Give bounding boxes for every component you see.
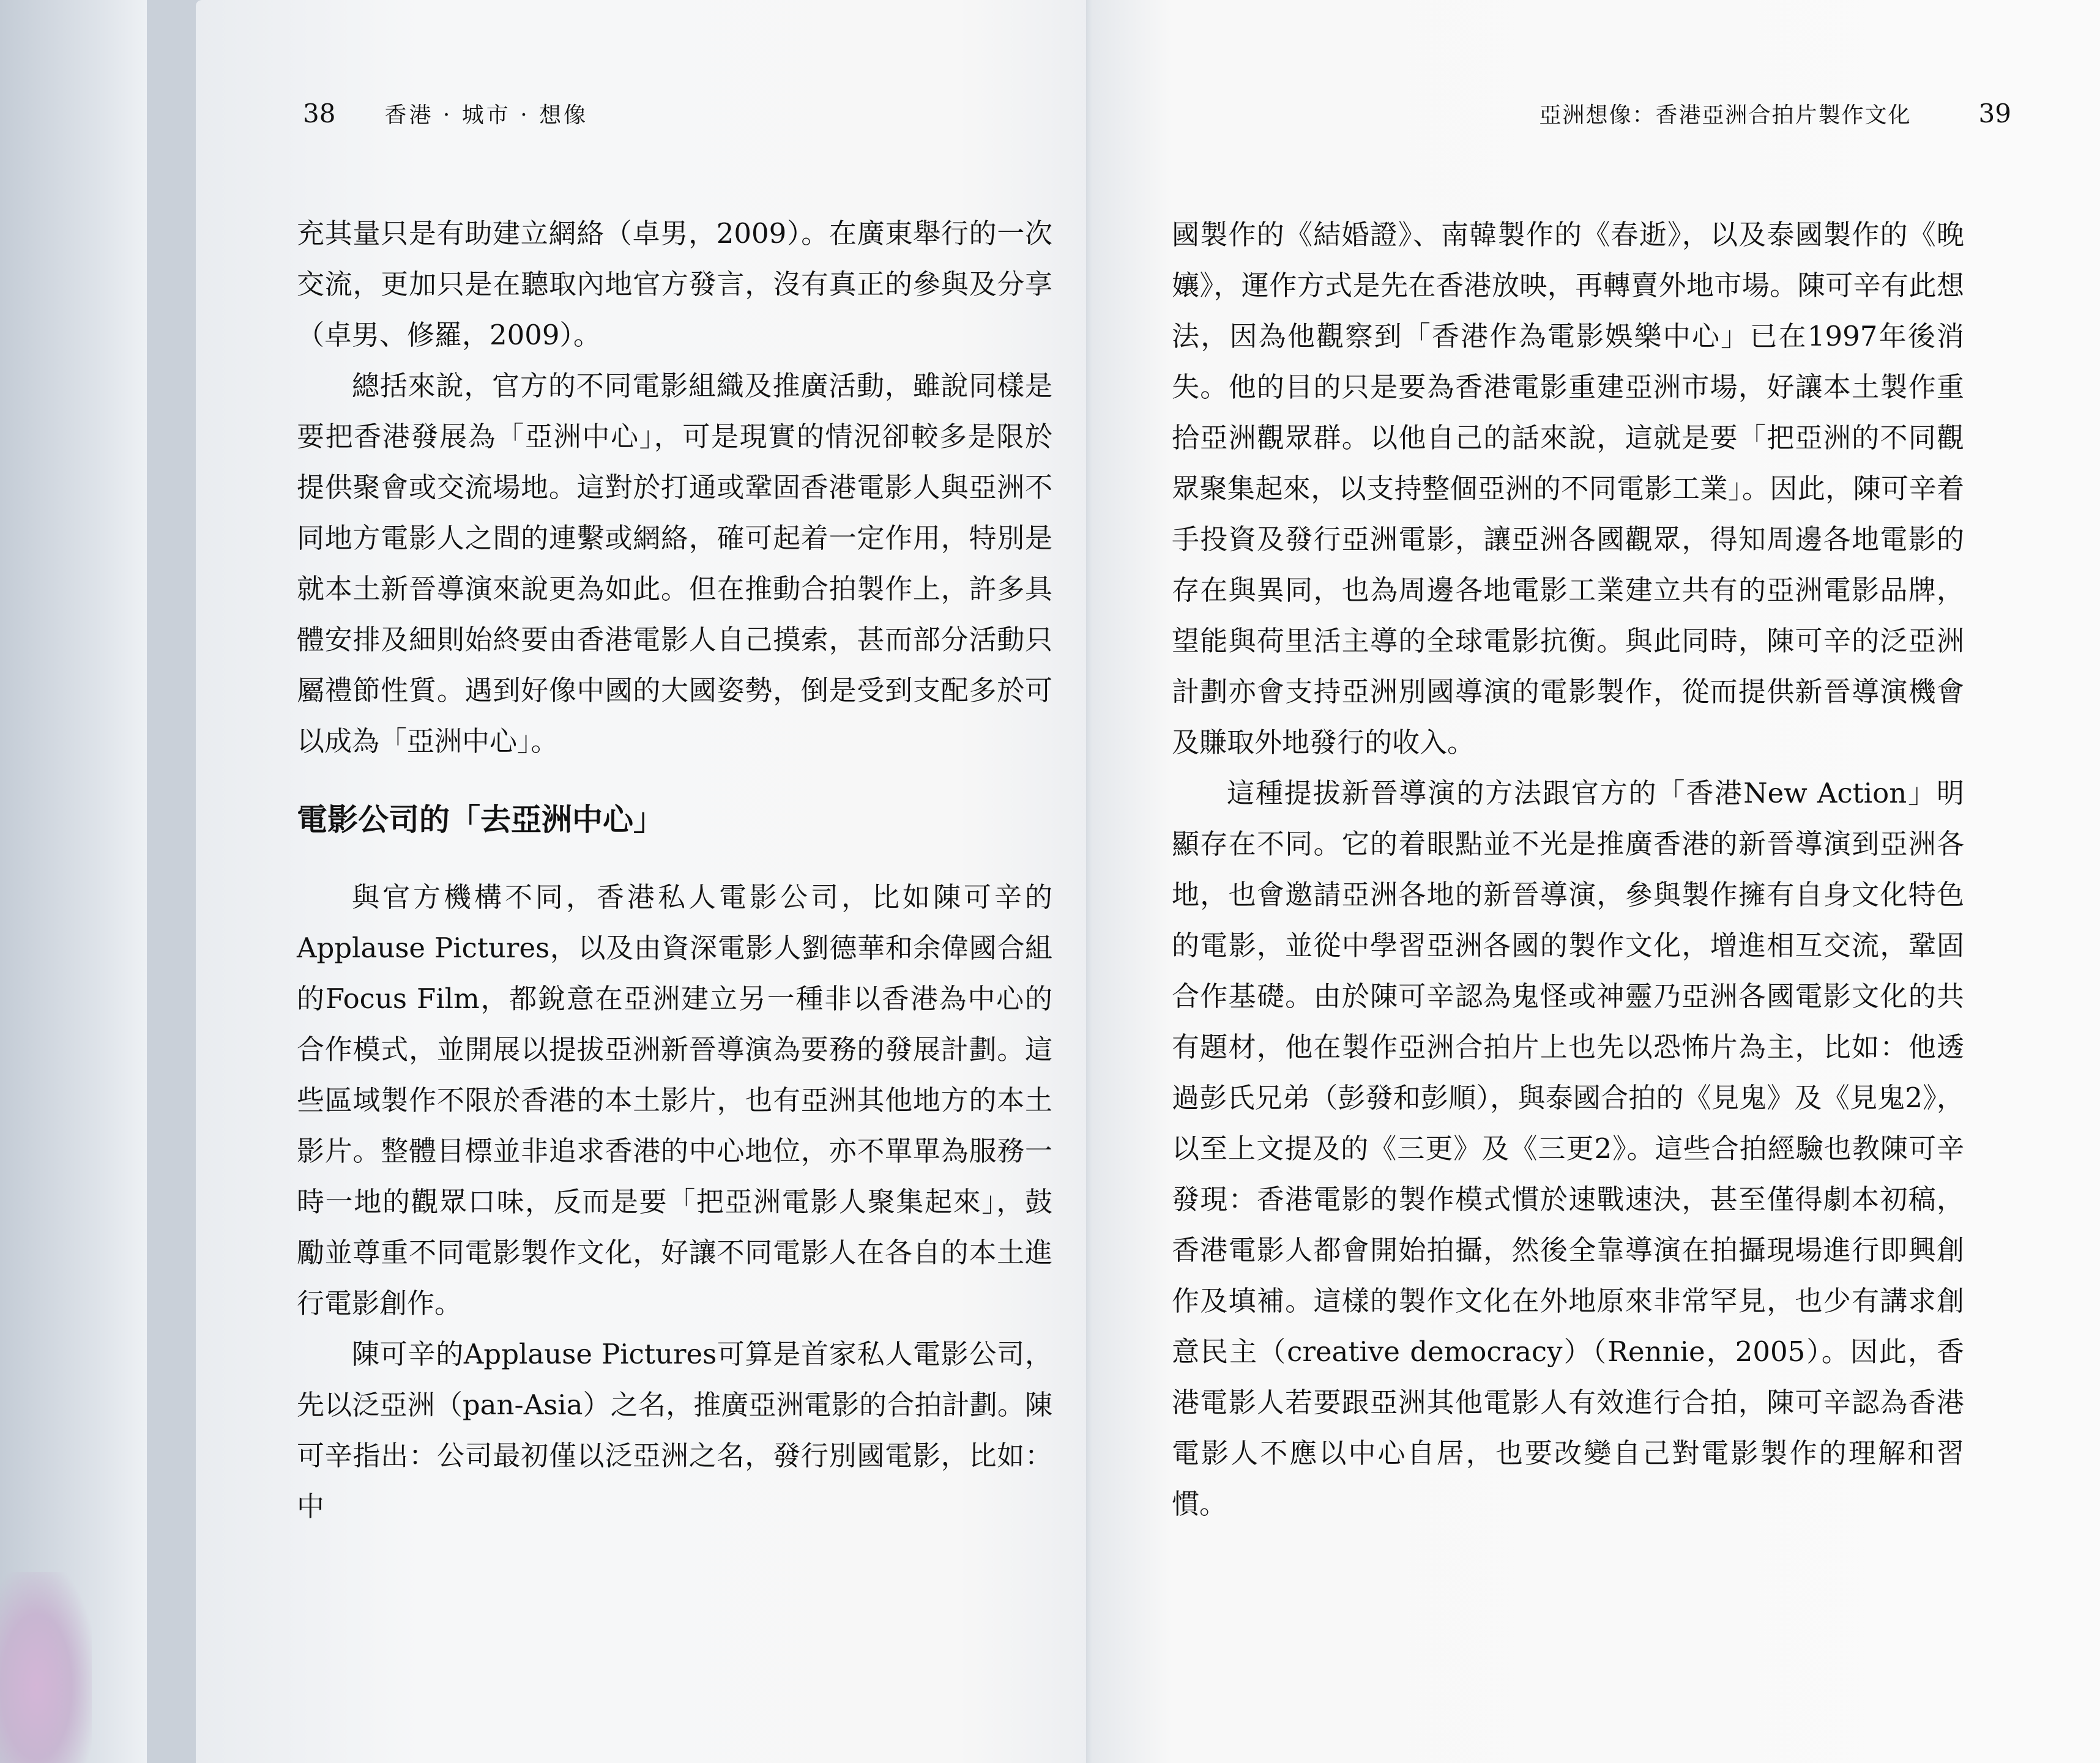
book-edge-shadow — [0, 0, 147, 1763]
left-page — [196, 0, 1092, 1763]
right-running-header — [1540, 98, 2011, 129]
section-heading: 電影公司的「去亞洲中心」 — [297, 802, 664, 837]
left-running-header — [303, 98, 588, 129]
right-page-number: 39 — [1978, 98, 2011, 128]
left-paragraph: 陳可辛的Applause Pictures可算是首家私人電影公司，先以泛亞洲（pan-Asia）之名，推廣亞洲電影的合拍計劃。陳可辛指出：公司最初僅以泛亞洲之名，發行別國電影，比如：中 — [297, 1338, 1052, 1523]
left-running-title: 香港 · 城市 · 想像 — [384, 103, 589, 128]
left-paragraph: 與官方機構不同，香港私人電影公司，比如陳可辛的Applause Pictures，以及由資深電影人劉德華和余偉國合組的Focus Film，都銳意在亞洲建立另一種非以香港為中心的合作模式，並開展以提拔亞洲新晉導演為要務的發展計劃。這些區域製作不限於香港的本土影片，也有亞洲其他地方的本土影片。整體目標並非追求香港的中心地位，亦不單單為服務一時一地的觀眾口味，反而是要「把亞洲電影人聚集起來」，鼓勵並尊重不同電影製作文化，好讓不同電影人在各自的本土進行電影創作。 — [297, 881, 1052, 1319]
right-page — [1092, 0, 2100, 1763]
left-body-text — [297, 208, 1052, 1532]
left-paragraph: 充其量只是有助建立網絡（卓男，2009）。在廣東舉行的一次交流，更加只是在聽取內地官方發言，沒有真正的參與及分享（卓男、修羅，2009）。 — [297, 217, 1052, 351]
right-paragraph: 這種提拔新晉導演的方法跟官方的「香港New Action」明顯存在不同。它的着眼點並不光是推廣香港的新晉導演到亞洲各地，也會邀請亞洲各地的新晉導演，參與製作擁有自身文化特色的電影，並從中學習亞洲各國的製作文化，增進相互交流，鞏固合作基礎。由於陳可辛認為鬼怪或神靈乃亞洲各國電影文化的共有題材，他在製作亞洲合拍片上也先以恐怖片為主，比如：他透過彭氏兄弟（彭發和彭順），與泰國合拍的《見鬼》及《見鬼2》，以至上文提及的《三更》及《三更2》。這些合拍經驗也教陳可辛發現：香港電影的製作模式慣於速戰速決，甚至僅得劇本初稿，香港電影人都會開始拍攝，然後全靠導演在拍攝現場進行即興創作及填補。這樣的製作文化在外地原來非常罕見，也少有講求創意民主（creative democracy）（Rennie，2005）。因此，香港電影人若要跟亞洲其他電影人有效進行合拍，陳可辛認為香港電影人不應以中心自居，也要改變自己對電影製作的理解和習慣。 — [1172, 777, 1964, 1520]
right-running-title: 亞洲想像：香港亞洲合拍片製作文化 — [1539, 103, 1912, 128]
left-page-number: 38 — [303, 98, 336, 128]
thumb-shadow — [0, 1572, 92, 1763]
right-paragraph: 國製作的《結婚證》、南韓製作的《春逝》，以及泰國製作的《晚孃》，運作方式是先在香港放映，再轉賣外地市場。陳可辛有此想法，因為他觀察到「香港作為電影娛樂中心」已在1997年後消失。他的目的只是要為香港電影重建亞洲市場，好讓本土製作重拾亞洲觀眾群。以他自己的話來說，這就是要「把亞洲的不同觀眾聚集起來，以支持整個亞洲的不同電影工業」。因此，陳可辛着手投資及發行亞洲電影，讓亞洲各國觀眾，得知周邊各地電影的存在與異同，也為周邊各地電影工業建立共有的亞洲電影品牌，望能與荷里活主導的全球電影抗衡。與此同時，陳可辛的泛亞洲計劃亦會支持亞洲別國導演的電影製作，從而提供新晉導演機會及賺取外地發行的收入。 — [1172, 218, 1964, 759]
left-paragraph: 總括來說，官方的不同電影組織及推廣活動，雖說同樣是要把香港發展為「亞洲中心」，可是現實的情況卻較多是限於提供聚會或交流場地。這對於打通或鞏固香港電影人與亞洲不同地方電影人之間的連繫或網絡，確可起着一定作用，特別是就本土新晉導演來說更為如此。但在推動合拍製作上，許多具體安排及細則始終要由香港電影人自己摸索，甚而部分活動只屬禮節性質。遇到好像中國的大國姿勢，倒是受到支配多於可以成為「亞洲中心」。 — [297, 369, 1052, 757]
right-body-text — [1172, 209, 1964, 1529]
